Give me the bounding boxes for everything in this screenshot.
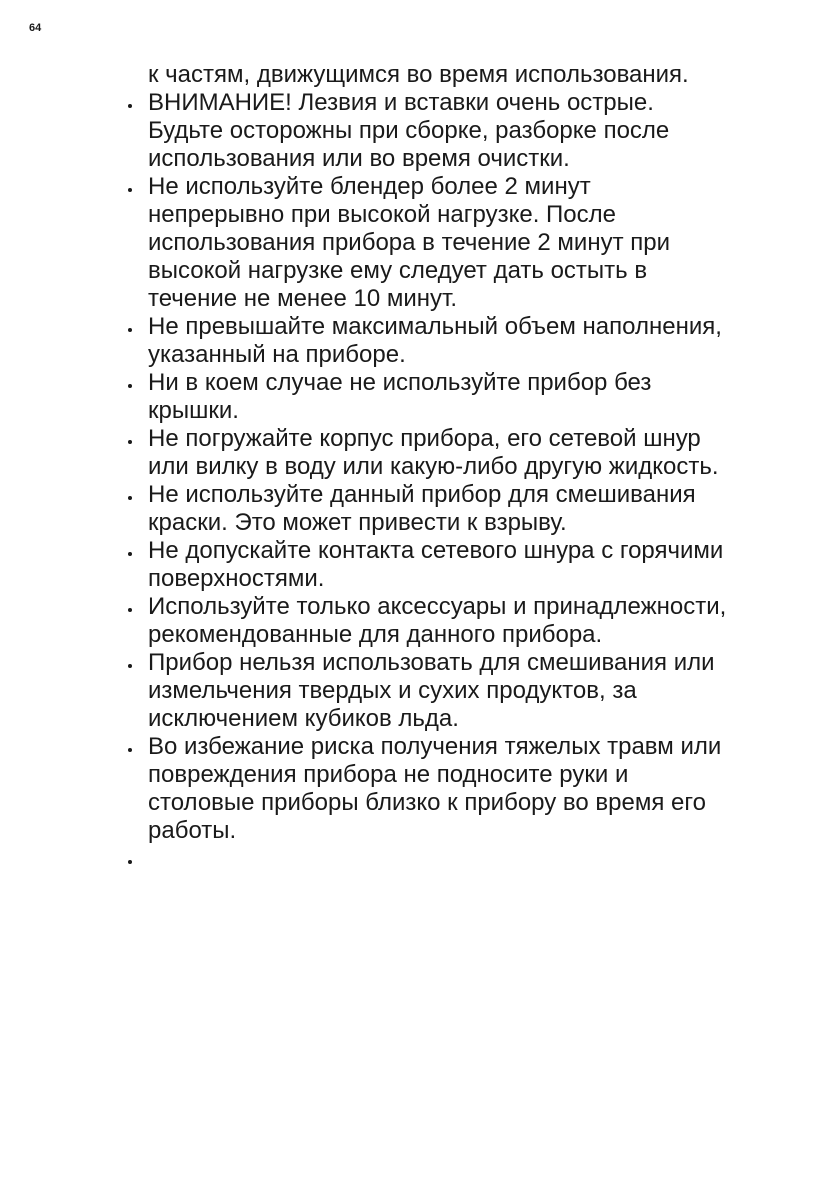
bullet-icon [126,481,136,509]
bullet-icon [126,733,136,761]
list-item-line: использования или во время очистки. [148,145,570,172]
list-item-line: Не используйте блендер более 2 минут [148,173,591,200]
list-item-line: измельчения твердых и сухих продуктов, за [148,677,637,704]
list-item [148,537,828,593]
list-item-line: поверхностями. [148,565,325,592]
bullet-icon [126,845,136,873]
list-item-line: работы. [148,817,237,844]
bullet-icon [126,369,136,397]
list-item [148,425,828,481]
bullet-icon [126,537,136,565]
page-number: 64 [29,22,42,34]
list-item [148,369,828,425]
bullet-icon [126,593,136,621]
list-item-line [148,845,828,873]
list-item-line: ВНИМАНИЕ! Лезвия и вставки очень острые. [148,89,654,116]
list-item-line: Будьте осторожны при сборке, разборке после [148,117,670,144]
list-item-line: крышки. [148,397,239,424]
list-item-line: высокой нагрузке ему следует дать остыть в [148,257,648,284]
list-item-line: столовые приборы близко к прибору во время его [148,789,706,816]
bullet-icon [126,425,136,453]
list-item-line: Во избежание риска получения тяжелых травм или [148,733,722,760]
safety-instructions-list [148,61,828,873]
list-item [148,481,828,537]
list-item-line: исключением кубиков льда. [148,705,459,732]
bullet-icon [126,313,136,341]
list-item [148,89,828,173]
list-item-line: указанный на приборе. [148,341,406,368]
list-item [148,845,828,873]
list-item-line: непрерывно при высокой нагрузке. После [148,201,616,228]
list-item-line: Ни в коем случае не используйте прибор без [148,369,652,396]
bullet-icon [126,173,136,201]
list-item-line: Не допускайте контакта сетевого шнура с горячими [148,537,724,564]
list-item-line: Прибор нельзя использовать для смешивания или [148,649,715,676]
list-item-line: или вилку в воду или какую-либо другую жидкость. [148,453,719,480]
list-item [148,733,828,845]
list-item-line: рекомендованные для данного прибора. [148,621,603,648]
list-item [148,313,828,369]
list-item-line: Не превышайте максимальный объем наполнения, [148,313,722,340]
bullet-icon [126,649,136,677]
list-item-line: Не погружайте корпус прибора, его сетевой шнур [148,425,701,452]
list-item-line: повреждения прибора не подносите руки и [148,761,629,788]
list-item [148,593,828,649]
list-item [148,173,828,313]
continuation-line: к частям, движущимся во время использования. [148,61,689,88]
list-item-line: использования прибора в течение 2 минут при [148,229,670,256]
list-item-line: течение не менее 10 минут. [148,285,458,312]
list-item-line: Используйте только аксессуары и принадлежности, [148,593,727,620]
list-item-line: Не используйте данный прибор для смешивания [148,481,696,508]
list-item [148,649,828,733]
bullet-icon [126,89,136,117]
list-item-line: краски. Это может привести к взрыву. [148,509,567,536]
